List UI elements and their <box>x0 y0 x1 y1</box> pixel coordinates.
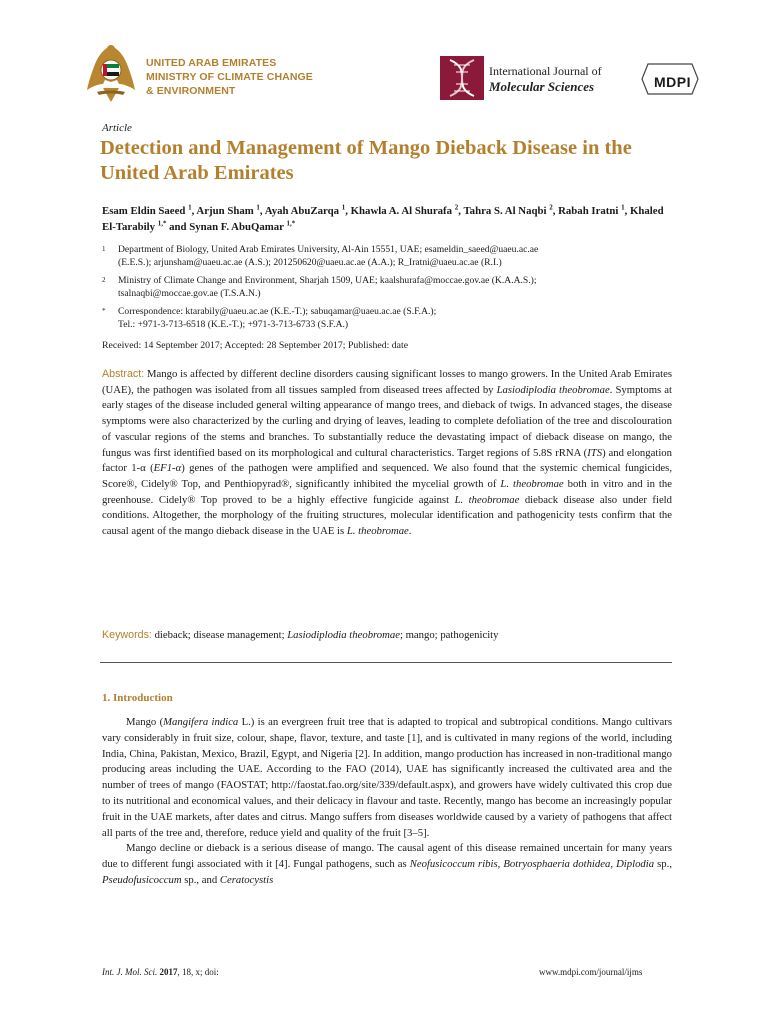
italic-term: Ceratocystis <box>219 873 274 886</box>
affiliation-line: Ministry of Climate Change and Environment, Sharjah 1509, UAE; kaalshurafa@moccae.gov.ae (K.A.A.S.); <box>118 275 537 286</box>
text-run: both in vitro and in the greenhouse. Cidely® Top proved to be a highly effective fungicide against <box>102 477 672 506</box>
publisher-name: MDPI <box>654 74 691 90</box>
text-run: ; mango; pathogenicity <box>399 629 499 641</box>
keywords <box>102 628 672 643</box>
text-run: sp., and <box>181 873 220 886</box>
footer-journal: Int. J. Mol. Sci. <box>102 967 158 977</box>
introduction-body <box>102 715 672 889</box>
text-run: ) and elongation factor 1-α ( <box>102 446 672 475</box>
journal-title <box>489 64 602 95</box>
paper-title: Detection and Management of Mango Dieback Disease in the United Arab Emirates <box>100 137 632 184</box>
italic-term: Botryosphaeria dothidea <box>503 858 611 871</box>
italic-term: ITS <box>587 446 603 459</box>
uae-emblem-logo <box>83 40 139 104</box>
ministry-name <box>146 56 346 98</box>
affiliation-1 <box>102 243 682 269</box>
italic-term: Mangifera indica <box>163 716 239 728</box>
italic-term: Pseudofusicoccum <box>102 873 182 886</box>
author-affiliation-mark: 1,* <box>286 219 296 228</box>
keywords-label: Keywords: <box>102 629 152 641</box>
text-run: Mango decline or dieback is a serious disease of mango. The causal agent of this disease remained uncertain for many years due to different fungi associated with it [4]. Fungal pathogens, such as <box>102 842 672 871</box>
author-affiliation-mark: 2 <box>454 203 459 212</box>
text-run: , <box>610 858 617 871</box>
paragraph <box>102 715 672 841</box>
italic-term: L. theobromae <box>454 493 520 506</box>
author-name: Khaled El-Tarabily <box>102 205 664 233</box>
footer-url[interactable]: www.mdpi.com/journal/ijms <box>539 967 643 977</box>
journal-line-1: International Journal of <box>489 64 602 78</box>
author-name: Tahra S. Al Naqbi <box>463 205 550 217</box>
text-run: ) genes of the pathogen were amplified and sequenced. We also found that the systemic chemical fungicides, Score®, Cidely® Top, and Penthiopyrad®, significantly inhibited the mycelial growth of <box>102 462 672 490</box>
author-name: Esam Eldin Saeed <box>102 205 189 217</box>
ministry-line: & ENVIRONMENT <box>146 85 236 97</box>
italic-term: L. theobromae <box>500 477 564 490</box>
abstract-label: Abstract: <box>102 368 145 380</box>
paragraph <box>102 841 672 888</box>
ministry-line: MINISTRY OF CLIMATE CHANGE <box>146 71 313 83</box>
text-run: sp., <box>654 858 672 871</box>
italic-term: Diplodia <box>616 858 655 871</box>
received-dates: Received: 14 September 2017; Accepted: 28 September 2017; Published: date <box>102 340 409 351</box>
affiliation-mark: 1 <box>102 245 106 253</box>
footer-rest: , 18, x; doi: <box>177 967 219 977</box>
section-title: 1. Introduction <box>102 692 173 704</box>
author-name: Rabah Iratni <box>558 205 622 217</box>
correspondence <box>102 305 682 331</box>
author-name: Khawla A. Al Shurafa <box>350 205 455 217</box>
text-run: L.) is an evergreen fruit tree that is adapted to tropical and subtropical conditions. Mango cultivars vary considerably in fruit size, colour, shape, flavor, texture, and taste [1], and is cultivated in many regions of the world, including India, China, Pakistan, Mexico, Brazil, Egypt, and Nigeria [2]. In addition, mango production has increased in non-traditional mango producing areas including the UAE. According to the FAO (2014), UAE has significantly increased the cultivated area and the number of trees of mango (FAOSTAT; http://faostat.fao.org/site/339/default.aspx), and growers have widely cultivated this crop due to its nutritional and economical values, and their delicacy in flavour and taste. Recently, mango has become an increasingly popular fruit in the UAE markets, after dates and citrus. Mango suffers from diseases worldwide caused by a variety of pathogens that affect all parts of the tree and, therefore, reduce yield and quality of the fruit [3–5]. <box>102 716 672 839</box>
italic-term: Lasiodiplodia theobromae <box>496 383 610 396</box>
journal-dna-logo <box>440 56 484 100</box>
text-run: dieback disease also under field conditions. Altogether, the morphology of the fruiting structures, molecular identification and pathogenicity tests confirm that the causal agent of the mango dieback disease in the UAE is <box>102 493 672 538</box>
author-affiliation-mark: 1 <box>188 203 192 212</box>
affiliation-line: tsalnaqbi@moccae.gov.ae (T.S.A.N.) <box>118 288 261 299</box>
author-affiliation-mark: 1 <box>256 203 260 212</box>
author-affiliation-mark: 1,* <box>157 219 167 228</box>
text-run: Mango ( <box>126 716 164 728</box>
abstract-text <box>102 368 672 537</box>
author-name: Ayah AbuZarqa <box>264 205 342 217</box>
text-run: dieback; disease management; <box>151 629 288 641</box>
abstract <box>102 367 672 540</box>
author-affiliation-mark: 2 <box>549 203 553 212</box>
author-affiliation-mark: 1 <box>341 203 346 212</box>
footer-citation <box>102 967 219 977</box>
text-run: Mango is affected by different decline disorders causing significant losses to mango growers. In the United Arab Emirates (UAE), the pathogen was isolated from all tissues sampled from diseased trees affected by <box>102 368 672 396</box>
keywords-text <box>152 629 499 641</box>
ministry-line: UNITED ARAB EMIRATES <box>146 57 277 69</box>
text-run: . <box>408 525 412 538</box>
article-type: Article <box>102 122 132 134</box>
text-run: , <box>497 858 504 871</box>
journal-line-2: Molecular Sciences <box>489 79 595 94</box>
affiliation-line: Correspondence: ktarabily@uaeu.ac.ae (K.E.-T.); sabuqamar@uaeu.ac.ae (S.F.A.); <box>118 306 437 317</box>
affiliation-line: Department of Biology, United Arab Emirates University, Al-Ain 15551, UAE; esameldin_saeed@uaeu.ac.ae <box>118 244 539 255</box>
divider <box>100 662 672 663</box>
author-list: Esam Eldin Saeed $^1$, Arjun Sham $^1$, Ayah AbuZarqa $^1$, Khawla A. Al Shurafa $^2$, Tahra S. Al Naqbi $^2$, Rabah Iratni $^1$, Khaled El-Tarabily $^{1,*}$ and Synan F. AbuQamar $^{1,*}$ <box>102 203 664 233</box>
italic-term: Lasiodiplodia theobromae <box>287 629 400 641</box>
affiliation-2 <box>102 274 682 300</box>
author-name: Synan F. AbuQamar <box>189 221 287 233</box>
text-run: . Symptoms at early stages of the disease included general wilting appearance of mango trees, and dieback of twigs. In advanced stages, the disease symptoms were also characterized by the curling and drying of leaves, leading to complete defoliation of the tree and discolouration of vascular regions of the stems and branches. To substantially reduce the devastating impact of dieback disease on mango, the fungus was first identified based on its morphological and cultural characteristics. Target regions of 5.8S rRNA ( <box>102 383 672 459</box>
italic-term: EF1-α <box>153 462 182 475</box>
affiliation-line: (E.E.S.); arjunsham@uaeu.ac.ae (A.S.); 201250620@uaeu.ac.ae (A.A.); R_Iratni@uaeu.ac.ae (R.I.) <box>118 257 502 268</box>
italic-term: Neofusicoccum ribis <box>409 858 498 871</box>
affiliation-mark: 2 <box>102 276 106 284</box>
affiliation-line: Tel.: +971-3-713-6518 (K.E.-T.); +971-3-713-6733 (S.F.A.) <box>118 319 349 330</box>
italic-term: L. theobromae <box>346 525 409 538</box>
author-name: Arjun Sham <box>196 205 257 217</box>
footer-year: 2017 <box>159 967 178 977</box>
author-affiliation-mark: 1 <box>621 203 625 212</box>
affiliation-mark: * <box>102 307 106 315</box>
